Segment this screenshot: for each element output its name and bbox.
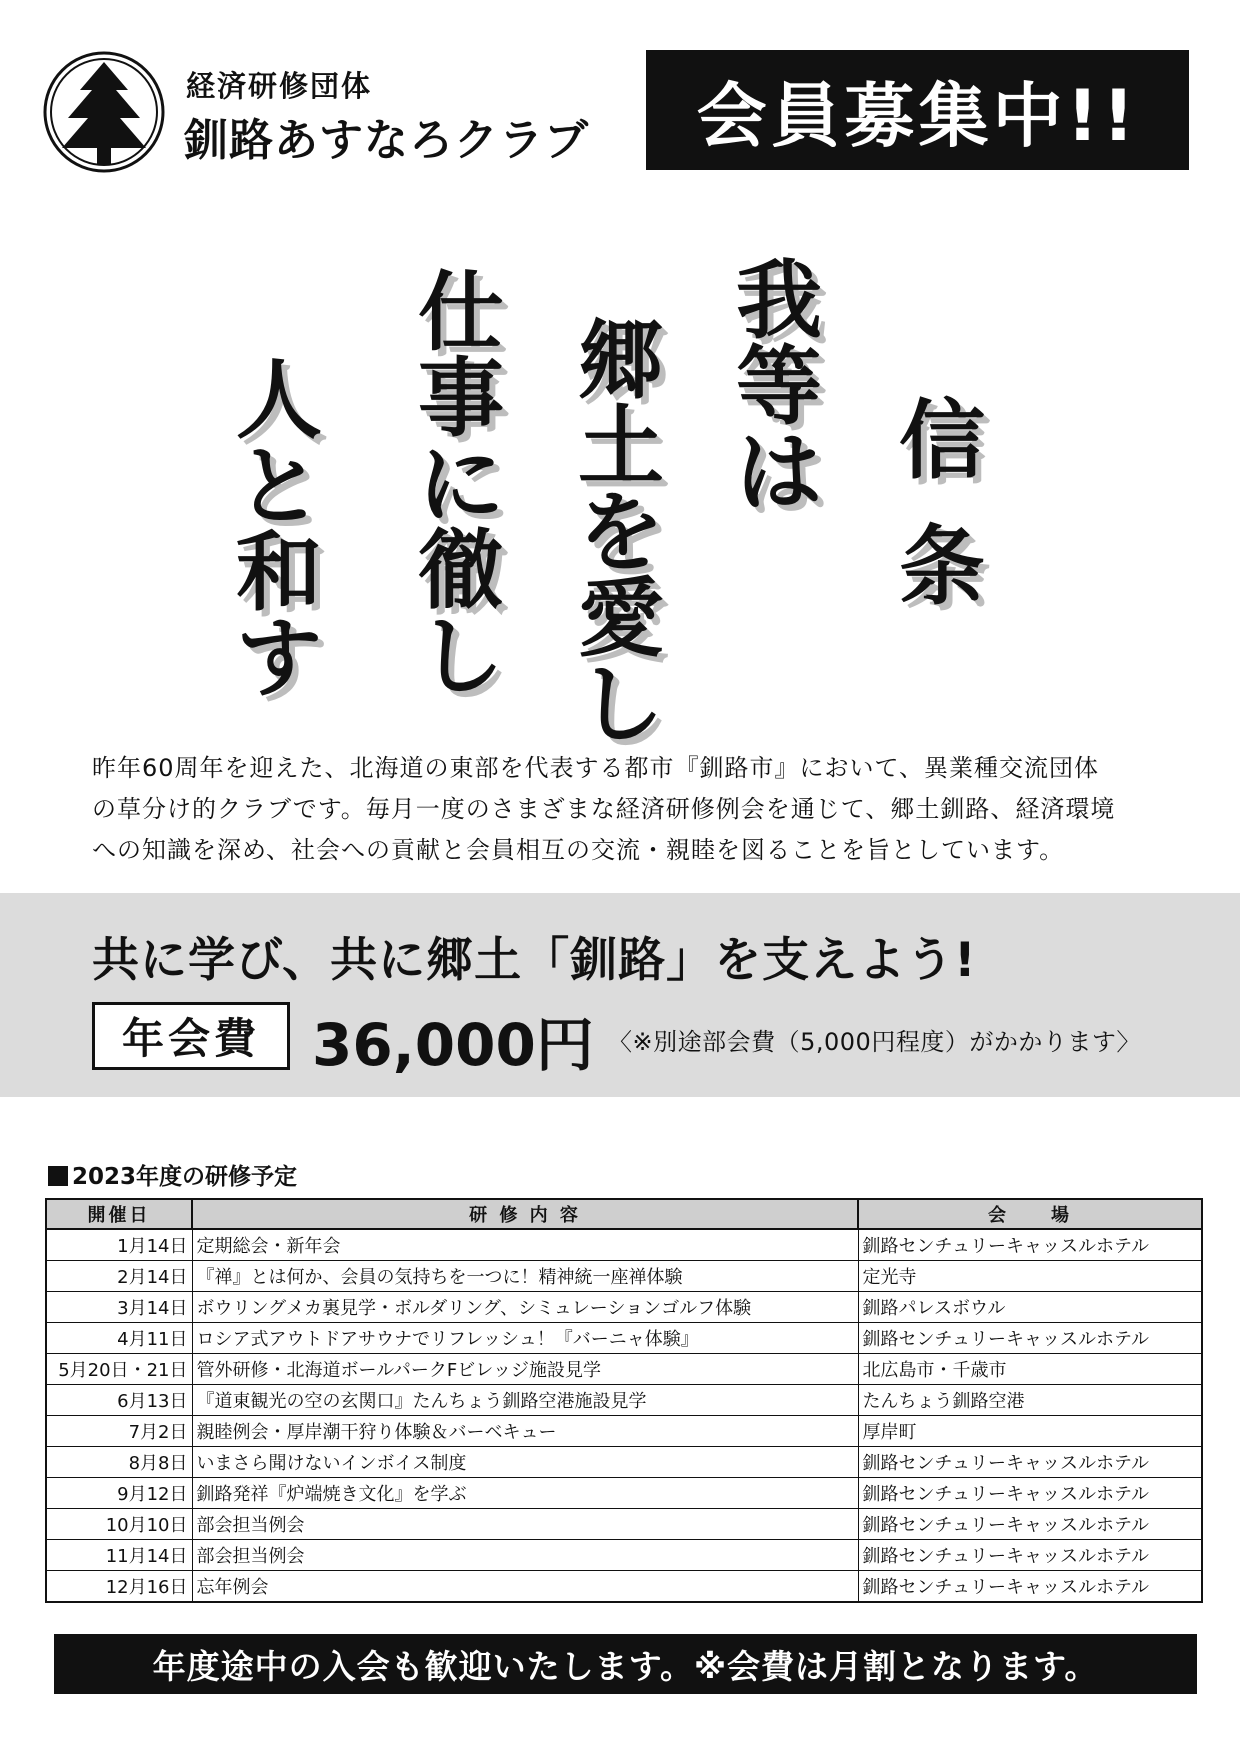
schedule-date: 7月2日 (46, 1416, 192, 1447)
intro-line: 昨年60周年を迎えた、北海道の東部を代表する都市『釧路市』において、異業種交流団体 (92, 754, 1100, 782)
creed-char: 郷 (578, 310, 664, 411)
square-bullet-icon (48, 1166, 68, 1186)
creed-char: 事 (418, 348, 504, 449)
creed-char: 愛 (578, 568, 664, 669)
creed-char: す (236, 608, 322, 709)
creed-char: 和 (236, 522, 322, 623)
schedule-date: 2月14日 (46, 1261, 192, 1292)
schedule-title-text: 2023年度の研修予定 (72, 1164, 298, 1190)
schedule-content: 釧路発祥『炉端焼き文化』を学ぶ (192, 1478, 858, 1509)
creed-char: 土 (578, 396, 664, 497)
table-row (46, 1385, 1202, 1416)
schedule-date: 3月14日 (46, 1292, 192, 1323)
creed-char: 条 (899, 516, 985, 617)
recruit-banner: 会員募集中!! (646, 50, 1189, 170)
slogan: 共に学び、共に郷土「釧路」を支えよう! (92, 933, 977, 988)
schedule-venue: 釧路センチュリーキャッスルホテル (858, 1571, 1202, 1603)
fee-amount: 36,000円 (312, 1011, 594, 1079)
header-content: 研 修 内 容 (192, 1199, 858, 1229)
schedule-venue: 定光寺 (858, 1261, 1202, 1292)
creed-char: 我 (736, 250, 822, 351)
schedule-content: 『道東観光の空の玄関口』たんちょう釧路空港施設見学 (192, 1385, 858, 1416)
schedule-content: 部会担当例会 (192, 1540, 858, 1571)
header-date: 開催日 (46, 1199, 192, 1229)
schedule-content: ボウリングメカ裏見学・ボルダリング、シミュレーションゴルフ体験 (192, 1292, 858, 1323)
creed-char: 徹 (418, 520, 504, 621)
creed-char: 仕 (418, 262, 504, 363)
creed-char: し (418, 606, 504, 707)
schedule-venue: たんちょう釧路空港 (858, 1385, 1202, 1416)
table-row (46, 1540, 1202, 1571)
schedule-title (48, 1158, 297, 1191)
creed-line-3 (418, 262, 504, 707)
schedule-content: 部会担当例会 (192, 1509, 858, 1540)
schedule-venue: 北広島市・千歳市 (858, 1354, 1202, 1385)
fee-note: 〈※別途部会費（5,000円程度）がかかります〉 (608, 1028, 1141, 1056)
footer-banner: 年度途中の入会も歓迎いたします。※会費は月割となります。 (54, 1634, 1197, 1694)
org-subtitle: 経済研修団体 (186, 69, 373, 103)
creed-char: に (418, 434, 504, 535)
schedule-content: 管外研修・北海道ボールパークFビレッジ施設見学 (192, 1354, 858, 1385)
schedule-venue: 釧路センチュリーキャッスルホテル (858, 1478, 1202, 1509)
table-row (46, 1261, 1202, 1292)
creed-line-4 (236, 350, 322, 709)
schedule-content: 『禅』とは何か、会員の気持ちを一つに！精神統一座禅体験 (192, 1261, 858, 1292)
schedule-date: 6月13日 (46, 1385, 192, 1416)
creed-char: は (736, 422, 822, 523)
table-header-row (46, 1199, 1202, 1229)
schedule-date: 1月14日 (46, 1229, 192, 1261)
intro-line: への知識を深め、社会への貢献と会員相互の交流・親睦を図ることを旨としています。 (92, 836, 1065, 864)
creed-char: 等 (736, 336, 822, 437)
table-row (46, 1509, 1202, 1540)
schedule-content: 忘年例会 (192, 1571, 858, 1603)
table-row (46, 1478, 1202, 1509)
creed-line-2 (578, 310, 664, 755)
table-row (46, 1323, 1202, 1354)
creed-heading (899, 390, 985, 617)
creed-char: を (578, 482, 664, 583)
schedule-content: 親睦例会・厚岸潮干狩り体験＆バーベキュー (192, 1416, 858, 1447)
table-row (46, 1229, 1202, 1261)
schedule-date: 4月11日 (46, 1323, 192, 1354)
schedule-date: 11月14日 (46, 1540, 192, 1571)
tree-emblem-icon (42, 50, 166, 174)
table-row (46, 1354, 1202, 1385)
schedule-venue: 釧路パレスボウル (858, 1292, 1202, 1323)
schedule-venue: 厚岸町 (858, 1416, 1202, 1447)
table-row (46, 1416, 1202, 1447)
table-row (46, 1571, 1202, 1603)
table-row (46, 1292, 1202, 1323)
intro-line: の草分け的クラブです。毎月一度のさまざまな経済研修例会を通じて、郷土釧路、経済環境 (92, 795, 1116, 823)
schedule-date: 8月8日 (46, 1447, 192, 1478)
schedule-date: 12月16日 (46, 1571, 192, 1603)
creed-char: 信 (899, 390, 985, 491)
schedule-venue: 釧路センチュリーキャッスルホテル (858, 1447, 1202, 1478)
schedule-venue: 釧路センチュリーキャッスルホテル (858, 1540, 1202, 1571)
fee-label: 年会費 (92, 1002, 290, 1070)
schedule-venue: 釧路センチュリーキャッスルホテル (858, 1323, 1202, 1354)
creed-char: と (236, 436, 322, 537)
creed-line-1 (736, 250, 822, 523)
table-row (46, 1447, 1202, 1478)
schedule-table (45, 1198, 1203, 1603)
schedule-venue: 釧路センチュリーキャッスルホテル (858, 1229, 1202, 1261)
intro-paragraph (92, 748, 1152, 871)
schedule-venue: 釧路センチュリーキャッスルホテル (858, 1509, 1202, 1540)
header-venue: 会 場 (858, 1199, 1202, 1229)
schedule-content: いまさら聞けないインボイス制度 (192, 1447, 858, 1478)
schedule-content: ロシア式アウトドアサウナでリフレッシュ！『バーニャ体験』 (192, 1323, 858, 1354)
creed-char: し (578, 654, 664, 755)
schedule-content: 定期総会・新年会 (192, 1229, 858, 1261)
schedule-date: 5月20日・21日 (46, 1354, 192, 1385)
schedule-date: 10月10日 (46, 1509, 192, 1540)
schedule-date: 9月12日 (46, 1478, 192, 1509)
org-name: 釧路あすなろクラブ (184, 115, 589, 166)
creed-char: 人 (236, 350, 322, 451)
